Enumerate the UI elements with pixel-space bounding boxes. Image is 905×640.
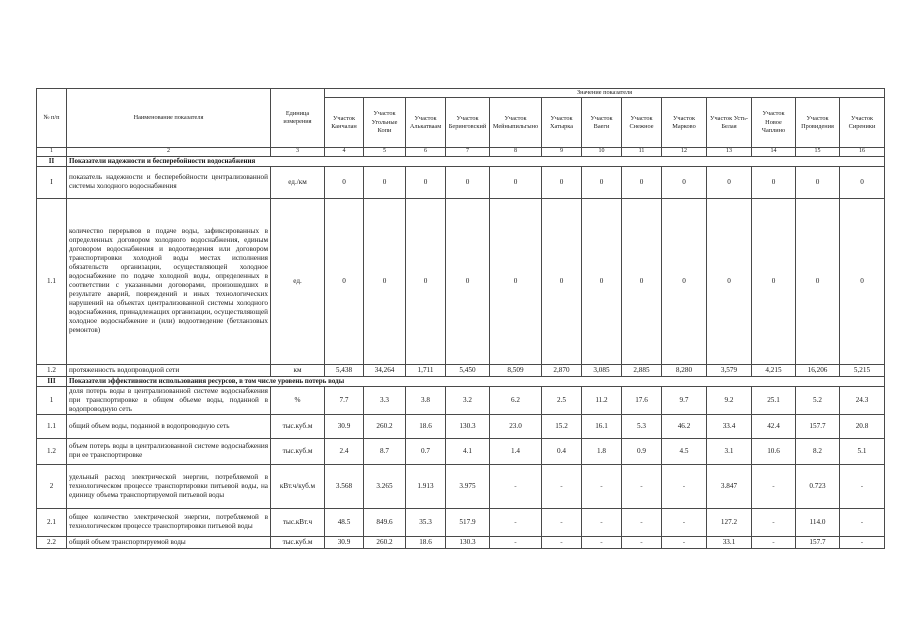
cell-value: -: [582, 508, 622, 536]
cell-value: 4,215: [752, 364, 796, 376]
cell-value: 130.3: [446, 536, 490, 548]
cell-value: 157.7: [796, 414, 840, 438]
cell-value: 114.0: [796, 508, 840, 536]
row-unit: тыс.кВт.ч: [271, 508, 325, 536]
cell-value: 35.3: [406, 508, 446, 536]
cell-value: 0: [752, 198, 796, 364]
row-name: объем потерь воды в централизованной системе водоснабжения при ее транспортировке: [67, 438, 271, 464]
cell-value: 0: [662, 198, 707, 364]
column-number: 4: [325, 148, 364, 157]
column-number: 6: [406, 148, 446, 157]
cell-value: 1,711: [406, 364, 446, 376]
row-number: 1: [37, 386, 67, 414]
cell-value: 8,280: [662, 364, 707, 376]
cell-value: 18.6: [406, 536, 446, 548]
cell-value: 46.2: [662, 414, 707, 438]
cell-value: 0: [406, 166, 446, 198]
cell-value: 0: [622, 166, 662, 198]
cell-value: 3,085: [582, 364, 622, 376]
cell-value: 0: [364, 198, 406, 364]
row-number: 1.1: [37, 198, 67, 364]
cell-value: 5,450: [446, 364, 490, 376]
cell-value: -: [582, 536, 622, 548]
column-number: 3: [271, 148, 325, 157]
row-number: 2.1: [37, 508, 67, 536]
header-district: Участок Канчалан: [325, 98, 364, 148]
column-number: 15: [796, 148, 840, 157]
cell-value: -: [662, 536, 707, 548]
cell-value: 3.1: [707, 438, 752, 464]
row-unit: %: [271, 386, 325, 414]
header-district: Участок Мейныпильгыно: [490, 98, 542, 148]
cell-value: 0: [446, 198, 490, 364]
cell-value: 0: [325, 166, 364, 198]
section-title: Показатели надежности и бесперебойности водоснабжения: [67, 157, 885, 167]
header-district: Участок Марково: [662, 98, 707, 148]
cell-value: 8.7: [364, 438, 406, 464]
cell-value: 5.1: [840, 438, 885, 464]
cell-value: 4.5: [662, 438, 707, 464]
cell-value: -: [622, 464, 662, 508]
row-name: удельный расход электрической энергии, потребляемой в технологическом процессе транспортировки питьевой воды, на единицу объема транспортируемой питьевой воды: [67, 464, 271, 508]
row-unit: кВт.ч/куб.м: [271, 464, 325, 508]
header-unit: Единица измерения: [271, 89, 325, 148]
header-district: Участок Провидения: [796, 98, 840, 148]
cell-value: 0: [622, 198, 662, 364]
cell-value: 8.2: [796, 438, 840, 464]
row-number: 1.1: [37, 414, 67, 438]
column-number: 10: [582, 148, 622, 157]
cell-value: 3,579: [707, 364, 752, 376]
cell-value: -: [622, 536, 662, 548]
cell-value: 0: [752, 166, 796, 198]
row-name: показатель надежности и бесперебойности централизованной системы холодного водоснабжения: [67, 166, 271, 198]
cell-value: -: [622, 508, 662, 536]
column-number: 14: [752, 148, 796, 157]
column-number: 2: [67, 148, 271, 157]
cell-value: 0: [707, 166, 752, 198]
row-name: доля потерь воды в централизованной системе водоснабжения при транспортировке в общем объеме воды, поданной в водопроводную сеть: [67, 386, 271, 414]
cell-value: -: [662, 464, 707, 508]
column-number: 9: [542, 148, 582, 157]
cell-value: 0.4: [542, 438, 582, 464]
row-unit: тыс.куб.м: [271, 536, 325, 548]
cell-value: 4.1: [446, 438, 490, 464]
cell-value: 849.6: [364, 508, 406, 536]
cell-value: 0: [446, 166, 490, 198]
cell-value: -: [662, 508, 707, 536]
header-district: Участок Снежное: [622, 98, 662, 148]
cell-value: 42.4: [752, 414, 796, 438]
header-district: Участок Угольные Копи: [364, 98, 406, 148]
indicator-table-document: [36, 88, 876, 549]
cell-value: 7.7: [325, 386, 364, 414]
row-name: количество перерывов в подаче воды, зафиксированных в определенных договором холодного водоснабжения, единым договором водоснабжения и водоотведения или договором транспортировки холодной воды местах исполнения обязательств организации, осуществляющей холодное водоснабжение по подаче холодной воды, определенных в соответствии с указанными договорами, произошедших в результате аварий, повреждений и иных технологических нарушений на объектах централизованной системы холодного водоснабжения, принадлежащих организации, осуществляющей холодное водоснабжение и (или) водоотведение (бетланзовых ремонтов): [67, 198, 271, 364]
cell-value: 18.6: [406, 414, 446, 438]
cell-value: 0: [542, 166, 582, 198]
cell-value: 0: [582, 166, 622, 198]
cell-value: 3.2: [446, 386, 490, 414]
cell-value: 30.9: [325, 414, 364, 438]
row-name: протяженность водопроводной сети: [67, 364, 271, 376]
cell-value: -: [840, 508, 885, 536]
cell-value: -: [490, 508, 542, 536]
header-district: Участок Беринговский: [446, 98, 490, 148]
row-number: I: [37, 166, 67, 198]
cell-value: -: [542, 536, 582, 548]
cell-value: 130.3: [446, 414, 490, 438]
header-district: Участок Новое Чаплино: [752, 98, 796, 148]
cell-value: 15.2: [542, 414, 582, 438]
cell-value: 157.7: [796, 536, 840, 548]
cell-value: 16.1: [582, 414, 622, 438]
row-unit: ед.: [271, 198, 325, 364]
cell-value: 0: [406, 198, 446, 364]
cell-value: 3.265: [364, 464, 406, 508]
header-name: Наименование показателя: [67, 89, 271, 148]
column-number: 7: [446, 148, 490, 157]
row-name: общее количество электрической энергии, потребляемой в технологическом процессе транспортировки питьевой воды: [67, 508, 271, 536]
cell-value: 0: [364, 166, 406, 198]
cell-value: 3.568: [325, 464, 364, 508]
cell-value: 5.3: [622, 414, 662, 438]
header-no: № п/п: [37, 89, 67, 148]
row-unit: тыс.куб.м: [271, 414, 325, 438]
row-number: 1.2: [37, 438, 67, 464]
cell-value: 5,215: [840, 364, 885, 376]
cell-value: 16,206: [796, 364, 840, 376]
row-name: общий объем транспортируемой воды: [67, 536, 271, 548]
header-district: Участок Алькатваам: [406, 98, 446, 148]
cell-value: -: [840, 464, 885, 508]
cell-value: 517.9: [446, 508, 490, 536]
header-district: Участок Хатырка: [542, 98, 582, 148]
column-number: 5: [364, 148, 406, 157]
column-number: 12: [662, 148, 707, 157]
cell-value: -: [752, 508, 796, 536]
cell-value: -: [752, 464, 796, 508]
cell-value: 3.8: [406, 386, 446, 414]
cell-value: -: [752, 536, 796, 548]
cell-value: 34,264: [364, 364, 406, 376]
header-district: Участок Усть-Белая: [707, 98, 752, 148]
cell-value: 23.0: [490, 414, 542, 438]
cell-value: 2.5: [542, 386, 582, 414]
cell-value: 24.3: [840, 386, 885, 414]
row-unit: ед./км: [271, 166, 325, 198]
cell-value: 2,870: [542, 364, 582, 376]
cell-value: 0: [662, 166, 707, 198]
cell-value: -: [490, 536, 542, 548]
cell-value: -: [542, 508, 582, 536]
cell-value: 0: [840, 198, 885, 364]
cell-value: 1.8: [582, 438, 622, 464]
cell-value: 2,885: [622, 364, 662, 376]
section-code: II: [37, 157, 67, 167]
section-code: III: [37, 376, 67, 386]
cell-value: 8,509: [490, 364, 542, 376]
row-number: 1.2: [37, 364, 67, 376]
cell-value: 0: [707, 198, 752, 364]
cell-value: 33.4: [707, 414, 752, 438]
cell-value: 1.4: [490, 438, 542, 464]
cell-value: -: [490, 464, 542, 508]
cell-value: -: [582, 464, 622, 508]
cell-value: 11.2: [582, 386, 622, 414]
cell-value: 0.723: [796, 464, 840, 508]
cell-value: 5,438: [325, 364, 364, 376]
cell-value: 2.4: [325, 438, 364, 464]
row-number: 2.2: [37, 536, 67, 548]
cell-value: 0: [542, 198, 582, 364]
cell-value: 3.975: [446, 464, 490, 508]
cell-value: 0: [840, 166, 885, 198]
header-district: Участок Ваеги: [582, 98, 622, 148]
cell-value: 5.2: [796, 386, 840, 414]
column-number: 13: [707, 148, 752, 157]
cell-value: 0.9: [622, 438, 662, 464]
cell-value: 17.6: [622, 386, 662, 414]
cell-value: 3.3: [364, 386, 406, 414]
header-district: Участок Сиреники: [840, 98, 885, 148]
cell-value: 48.5: [325, 508, 364, 536]
cell-value: 260.2: [364, 536, 406, 548]
cell-value: 9.2: [707, 386, 752, 414]
cell-value: 10.6: [752, 438, 796, 464]
cell-value: 1.913: [406, 464, 446, 508]
row-number: 2: [37, 464, 67, 508]
cell-value: -: [840, 536, 885, 548]
cell-value: 0: [796, 166, 840, 198]
row-unit: км: [271, 364, 325, 376]
cell-value: 0: [490, 198, 542, 364]
cell-value: -: [542, 464, 582, 508]
cell-value: 30.9: [325, 536, 364, 548]
cell-value: 127.2: [707, 508, 752, 536]
column-number: 11: [622, 148, 662, 157]
column-number: 1: [37, 148, 67, 157]
cell-value: 0: [796, 198, 840, 364]
cell-value: 3.847: [707, 464, 752, 508]
cell-value: 0: [325, 198, 364, 364]
cell-value: 9.7: [662, 386, 707, 414]
cell-value: 0.7: [406, 438, 446, 464]
cell-value: 0: [582, 198, 622, 364]
column-number: 8: [490, 148, 542, 157]
cell-value: 20.8: [840, 414, 885, 438]
column-number: 16: [840, 148, 885, 157]
cell-value: 33.1: [707, 536, 752, 548]
header-values-group: Значение показателя: [325, 89, 885, 98]
cell-value: 260.2: [364, 414, 406, 438]
cell-value: 25.1: [752, 386, 796, 414]
row-name: общий объем воды, поданной в водопроводную сеть: [67, 414, 271, 438]
section-title: Показатели эффективности использования ресурсов, в том числе уровень потерь воды: [67, 376, 885, 386]
indicator-table: [36, 88, 885, 549]
row-unit: тыс.куб.м: [271, 438, 325, 464]
cell-value: 0: [490, 166, 542, 198]
cell-value: 6.2: [490, 386, 542, 414]
